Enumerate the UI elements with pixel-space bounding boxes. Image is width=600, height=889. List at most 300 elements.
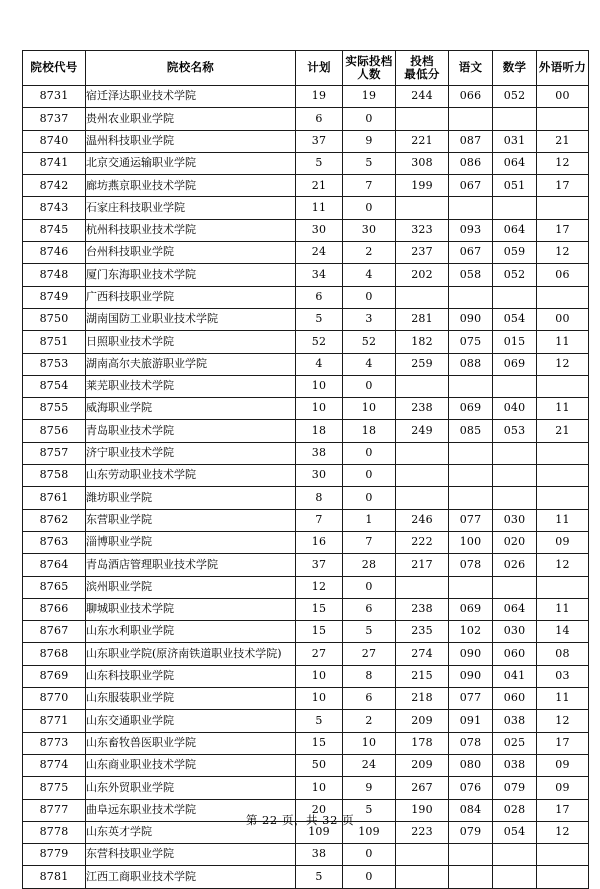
cell-math: 028 xyxy=(493,799,537,821)
cell-chinese: 085 xyxy=(449,420,493,442)
cell-actual-count: 24 xyxy=(343,754,396,776)
column-header-actual-line1: 实际投档 xyxy=(345,53,393,68)
cell-actual-count: 5 xyxy=(343,799,396,821)
cell-min-score xyxy=(396,844,449,866)
cell-english-listening: 11 xyxy=(537,598,589,620)
cell-actual-count: 5 xyxy=(343,621,396,643)
cell-school-name: 威海职业学院 xyxy=(86,398,296,420)
cell-school-code: 8768 xyxy=(23,643,86,665)
cell-school-name: 山东畜牧兽医职业学院 xyxy=(86,732,296,754)
cell-chinese: 090 xyxy=(449,308,493,330)
table-row xyxy=(23,108,589,130)
cell-chinese: 090 xyxy=(449,665,493,687)
column-header-chinese: 语文 xyxy=(449,51,493,86)
cell-plan: 24 xyxy=(296,242,343,264)
cell-school-name: 山东外贸职业学院 xyxy=(86,777,296,799)
cell-math: 052 xyxy=(493,264,537,286)
table-row xyxy=(23,152,589,174)
cell-actual-count: 0 xyxy=(343,442,396,464)
column-header-min-line2: 最低分 xyxy=(404,67,440,81)
cell-actual-count: 10 xyxy=(343,732,396,754)
table-row xyxy=(23,442,589,464)
table-row xyxy=(23,197,589,219)
cell-actual-count: 3 xyxy=(343,308,396,330)
cell-chinese: 091 xyxy=(449,710,493,732)
cell-min-score: 259 xyxy=(396,353,449,375)
cell-english-listening: 17 xyxy=(537,219,589,241)
cell-school-name: 淄博职业学院 xyxy=(86,531,296,553)
table-row xyxy=(23,264,589,286)
cell-plan: 10 xyxy=(296,375,343,397)
cell-math: 025 xyxy=(493,732,537,754)
cell-chinese xyxy=(449,866,493,888)
cell-actual-count: 30 xyxy=(343,219,396,241)
cell-chinese: 067 xyxy=(449,175,493,197)
cell-min-score: 218 xyxy=(396,688,449,710)
cell-math: 041 xyxy=(493,665,537,687)
cell-actual-count: 0 xyxy=(343,866,396,888)
cell-english-listening: 12 xyxy=(537,554,589,576)
cell-school-name: 山东商业职业技术学院 xyxy=(86,754,296,776)
cell-min-score: 190 xyxy=(396,799,449,821)
cell-chinese: 100 xyxy=(449,531,493,553)
cell-math: 069 xyxy=(493,353,537,375)
cell-actual-count: 52 xyxy=(343,331,396,353)
table-row xyxy=(23,554,589,576)
cell-min-score: 199 xyxy=(396,175,449,197)
cell-chinese: 102 xyxy=(449,621,493,643)
cell-chinese xyxy=(449,375,493,397)
cell-min-score: 249 xyxy=(396,420,449,442)
cell-chinese xyxy=(449,108,493,130)
cell-school-code: 8745 xyxy=(23,219,86,241)
cell-actual-count: 28 xyxy=(343,554,396,576)
cell-min-score: 246 xyxy=(396,509,449,531)
cell-min-score xyxy=(396,866,449,888)
cell-math: 020 xyxy=(493,531,537,553)
cell-chinese xyxy=(449,465,493,487)
table-row xyxy=(23,286,589,308)
table-row xyxy=(23,531,589,553)
cell-school-code: 8746 xyxy=(23,242,86,264)
cell-plan: 30 xyxy=(296,465,343,487)
cell-math xyxy=(493,108,537,130)
cell-school-name: 宿迁泽达职业技术学院 xyxy=(86,86,296,108)
cell-min-score: 182 xyxy=(396,331,449,353)
table-header-row xyxy=(23,51,589,86)
cell-school-code: 8761 xyxy=(23,487,86,509)
cell-school-code: 8777 xyxy=(23,799,86,821)
cell-english-listening: 21 xyxy=(537,420,589,442)
cell-min-score xyxy=(396,286,449,308)
table-row xyxy=(23,398,589,420)
cell-min-score xyxy=(396,108,449,130)
column-header-actual-count xyxy=(343,51,396,86)
cell-min-score xyxy=(396,197,449,219)
table-row xyxy=(23,175,589,197)
cell-school-code: 8774 xyxy=(23,754,86,776)
cell-school-name: 日照职业技术学院 xyxy=(86,331,296,353)
column-header-code: 院校代号 xyxy=(23,51,86,86)
cell-english-listening: 14 xyxy=(537,621,589,643)
cell-school-name: 山东英才学院 xyxy=(86,821,296,843)
cell-math xyxy=(493,487,537,509)
cell-chinese xyxy=(449,844,493,866)
cell-english-listening xyxy=(537,375,589,397)
table-header xyxy=(23,51,589,86)
cell-actual-count: 4 xyxy=(343,353,396,375)
cell-math: 031 xyxy=(493,130,537,152)
cell-english-listening xyxy=(537,866,589,888)
cell-english-listening: 12 xyxy=(537,152,589,174)
cell-plan: 21 xyxy=(296,175,343,197)
cell-min-score: 308 xyxy=(396,152,449,174)
cell-actual-count: 18 xyxy=(343,420,396,442)
cell-actual-count: 2 xyxy=(343,710,396,732)
cell-actual-count: 0 xyxy=(343,197,396,219)
cell-math: 038 xyxy=(493,754,537,776)
column-header-plan: 计划 xyxy=(296,51,343,86)
cell-plan: 5 xyxy=(296,152,343,174)
cell-english-listening: 09 xyxy=(537,777,589,799)
cell-english-listening xyxy=(537,487,589,509)
cell-school-code: 8743 xyxy=(23,197,86,219)
cell-actual-count: 0 xyxy=(343,465,396,487)
cell-school-code: 8731 xyxy=(23,86,86,108)
cell-math: 064 xyxy=(493,152,537,174)
cell-min-score: 215 xyxy=(396,665,449,687)
cell-english-listening: 12 xyxy=(537,821,589,843)
cell-actual-count: 109 xyxy=(343,821,396,843)
cell-math: 053 xyxy=(493,420,537,442)
cell-math: 054 xyxy=(493,308,537,330)
cell-math xyxy=(493,866,537,888)
footer-total-pages: 32 xyxy=(322,813,338,827)
cell-math xyxy=(493,465,537,487)
cell-actual-count: 6 xyxy=(343,598,396,620)
cell-chinese: 075 xyxy=(449,331,493,353)
table-row xyxy=(23,710,589,732)
cell-actual-count: 5 xyxy=(343,152,396,174)
cell-chinese: 069 xyxy=(449,398,493,420)
cell-min-score: 178 xyxy=(396,732,449,754)
footer-current-page: 22 xyxy=(262,813,278,827)
cell-actual-count: 0 xyxy=(343,286,396,308)
column-header-min-line1: 投档 xyxy=(410,53,434,68)
cell-school-code: 8781 xyxy=(23,866,86,888)
cell-school-code: 8763 xyxy=(23,531,86,553)
cell-math: 026 xyxy=(493,554,537,576)
column-header-math: 数学 xyxy=(493,51,537,86)
cell-school-code: 8779 xyxy=(23,844,86,866)
cell-school-name: 贵州农业职业学院 xyxy=(86,108,296,130)
cell-math: 054 xyxy=(493,821,537,843)
cell-chinese: 080 xyxy=(449,754,493,776)
cell-plan: 10 xyxy=(296,665,343,687)
cell-chinese xyxy=(449,286,493,308)
table-row xyxy=(23,621,589,643)
cell-school-name: 青岛职业技术学院 xyxy=(86,420,296,442)
cell-school-name: 曲阜远东职业技术学院 xyxy=(86,799,296,821)
cell-plan: 10 xyxy=(296,777,343,799)
cell-min-score: 202 xyxy=(396,264,449,286)
cell-min-score xyxy=(396,442,449,464)
column-header-name: 院校名称 xyxy=(86,51,296,86)
cell-school-name: 滨州职业学院 xyxy=(86,576,296,598)
cell-chinese: 077 xyxy=(449,688,493,710)
cell-school-name: 山东交通职业学院 xyxy=(86,710,296,732)
cell-school-name: 聊城职业技术学院 xyxy=(86,598,296,620)
cell-actual-count: 0 xyxy=(343,487,396,509)
cell-school-name: 湖南高尔夫旅游职业学院 xyxy=(86,353,296,375)
cell-plan: 5 xyxy=(296,866,343,888)
cell-english-listening xyxy=(537,442,589,464)
column-header-english-listening: 外语听力 xyxy=(537,51,589,86)
cell-school-name: 广西科技职业学院 xyxy=(86,286,296,308)
cell-plan: 16 xyxy=(296,531,343,553)
cell-math xyxy=(493,442,537,464)
cell-chinese xyxy=(449,197,493,219)
cell-school-name: 莱芜职业技术学院 xyxy=(86,375,296,397)
cell-plan: 109 xyxy=(296,821,343,843)
table-row xyxy=(23,688,589,710)
cell-chinese: 079 xyxy=(449,821,493,843)
table-row xyxy=(23,598,589,620)
cell-actual-count: 0 xyxy=(343,844,396,866)
cell-english-listening xyxy=(537,844,589,866)
cell-school-name: 廊坊燕京职业技术学院 xyxy=(86,175,296,197)
cell-school-name: 北京交通运输职业学院 xyxy=(86,152,296,174)
cell-chinese: 077 xyxy=(449,509,493,531)
cell-plan: 34 xyxy=(296,264,343,286)
admission-score-table xyxy=(22,50,589,889)
cell-english-listening: 03 xyxy=(537,665,589,687)
cell-chinese: 093 xyxy=(449,219,493,241)
cell-math: 015 xyxy=(493,331,537,353)
cell-school-name: 山东职业学院(原济南铁道职业技术学院) xyxy=(86,643,296,665)
cell-school-code: 8762 xyxy=(23,509,86,531)
table-row xyxy=(23,420,589,442)
cell-actual-count: 0 xyxy=(343,108,396,130)
cell-chinese: 069 xyxy=(449,598,493,620)
cell-school-code: 8755 xyxy=(23,398,86,420)
cell-english-listening xyxy=(537,197,589,219)
cell-plan: 30 xyxy=(296,219,343,241)
cell-min-score xyxy=(396,375,449,397)
cell-school-name: 江西工商职业技术学院 xyxy=(86,866,296,888)
cell-english-listening xyxy=(537,576,589,598)
cell-min-score: 221 xyxy=(396,130,449,152)
cell-school-name: 山东劳动职业技术学院 xyxy=(86,465,296,487)
cell-plan: 6 xyxy=(296,286,343,308)
cell-min-score: 267 xyxy=(396,777,449,799)
cell-plan: 10 xyxy=(296,398,343,420)
cell-actual-count: 7 xyxy=(343,531,396,553)
cell-school-code: 8766 xyxy=(23,598,86,620)
cell-plan: 38 xyxy=(296,442,343,464)
cell-plan: 20 xyxy=(296,799,343,821)
cell-school-name: 山东科技职业学院 xyxy=(86,665,296,687)
cell-math: 052 xyxy=(493,86,537,108)
cell-plan: 19 xyxy=(296,86,343,108)
cell-min-score: 281 xyxy=(396,308,449,330)
table-row xyxy=(23,487,589,509)
cell-actual-count: 2 xyxy=(343,242,396,264)
cell-plan: 8 xyxy=(296,487,343,509)
cell-min-score: 237 xyxy=(396,242,449,264)
cell-school-code: 8742 xyxy=(23,175,86,197)
cell-chinese xyxy=(449,442,493,464)
cell-school-code: 8773 xyxy=(23,732,86,754)
cell-math: 038 xyxy=(493,710,537,732)
cell-school-code: 8764 xyxy=(23,554,86,576)
cell-school-code: 8753 xyxy=(23,353,86,375)
table-row xyxy=(23,754,589,776)
cell-min-score: 223 xyxy=(396,821,449,843)
cell-math xyxy=(493,286,537,308)
cell-actual-count: 9 xyxy=(343,777,396,799)
cell-school-code: 8748 xyxy=(23,264,86,286)
cell-math: 079 xyxy=(493,777,537,799)
cell-actual-count: 19 xyxy=(343,86,396,108)
cell-plan: 27 xyxy=(296,643,343,665)
table-row xyxy=(23,576,589,598)
cell-school-name: 湖南国防工业职业技术学院 xyxy=(86,308,296,330)
cell-plan: 18 xyxy=(296,420,343,442)
cell-min-score: 209 xyxy=(396,710,449,732)
cell-school-code: 8771 xyxy=(23,710,86,732)
cell-plan: 52 xyxy=(296,331,343,353)
cell-english-listening: 12 xyxy=(537,353,589,375)
cell-english-listening: 17 xyxy=(537,175,589,197)
cell-english-listening: 11 xyxy=(537,331,589,353)
table-row xyxy=(23,308,589,330)
cell-chinese: 088 xyxy=(449,353,493,375)
cell-english-listening: 11 xyxy=(537,688,589,710)
cell-school-name: 温州科技职业学院 xyxy=(86,130,296,152)
cell-actual-count: 27 xyxy=(343,643,396,665)
cell-school-code: 8757 xyxy=(23,442,86,464)
cell-school-name: 青岛酒店管理职业技术学院 xyxy=(86,554,296,576)
table-row xyxy=(23,866,589,888)
cell-english-listening: 12 xyxy=(537,710,589,732)
cell-plan: 6 xyxy=(296,108,343,130)
cell-english-listening: 09 xyxy=(537,531,589,553)
cell-math: 060 xyxy=(493,688,537,710)
cell-math: 030 xyxy=(493,509,537,531)
cell-chinese: 058 xyxy=(449,264,493,286)
cell-school-name: 山东服装职业学院 xyxy=(86,688,296,710)
cell-school-name: 潍坊职业学院 xyxy=(86,487,296,509)
cell-school-code: 8775 xyxy=(23,777,86,799)
cell-plan: 37 xyxy=(296,554,343,576)
cell-chinese: 078 xyxy=(449,554,493,576)
cell-school-name: 石家庄科技职业学院 xyxy=(86,197,296,219)
table-row xyxy=(23,375,589,397)
cell-english-listening: 00 xyxy=(537,308,589,330)
cell-school-code: 8765 xyxy=(23,576,86,598)
cell-english-listening: 12 xyxy=(537,242,589,264)
cell-plan: 5 xyxy=(296,710,343,732)
cell-school-name: 台州科技职业学院 xyxy=(86,242,296,264)
cell-school-code: 8751 xyxy=(23,331,86,353)
cell-math xyxy=(493,576,537,598)
cell-chinese xyxy=(449,487,493,509)
cell-school-name: 济宁职业技术学院 xyxy=(86,442,296,464)
cell-school-code: 8749 xyxy=(23,286,86,308)
table-row xyxy=(23,242,589,264)
cell-math: 040 xyxy=(493,398,537,420)
footer-prefix: 第 xyxy=(245,813,258,827)
table-row xyxy=(23,643,589,665)
cell-actual-count: 0 xyxy=(343,375,396,397)
cell-chinese: 087 xyxy=(449,130,493,152)
page-footer xyxy=(0,812,600,828)
cell-english-listening: 11 xyxy=(537,509,589,531)
table-row xyxy=(23,844,589,866)
cell-plan: 11 xyxy=(296,197,343,219)
cell-plan: 15 xyxy=(296,621,343,643)
cell-english-listening: 11 xyxy=(537,398,589,420)
cell-school-code: 8770 xyxy=(23,688,86,710)
cell-plan: 7 xyxy=(296,509,343,531)
cell-english-listening: 09 xyxy=(537,754,589,776)
cell-min-score xyxy=(396,465,449,487)
cell-chinese: 090 xyxy=(449,643,493,665)
cell-plan: 15 xyxy=(296,598,343,620)
cell-math: 064 xyxy=(493,598,537,620)
cell-math: 059 xyxy=(493,242,537,264)
cell-math: 064 xyxy=(493,219,537,241)
table-row xyxy=(23,130,589,152)
cell-plan: 12 xyxy=(296,576,343,598)
footer-middle: 页，共 xyxy=(282,813,318,827)
table-row xyxy=(23,353,589,375)
cell-min-score: 222 xyxy=(396,531,449,553)
cell-math xyxy=(493,375,537,397)
cell-plan: 15 xyxy=(296,732,343,754)
cell-english-listening: 08 xyxy=(537,643,589,665)
cell-school-code: 8750 xyxy=(23,308,86,330)
cell-english-listening xyxy=(537,465,589,487)
cell-actual-count: 1 xyxy=(343,509,396,531)
cell-min-score xyxy=(396,576,449,598)
table-row xyxy=(23,331,589,353)
cell-school-code: 8758 xyxy=(23,465,86,487)
cell-math xyxy=(493,844,537,866)
column-header-actual-line2: 人数 xyxy=(357,67,381,81)
cell-chinese: 086 xyxy=(449,152,493,174)
table-row xyxy=(23,219,589,241)
cell-school-name: 东营职业学院 xyxy=(86,509,296,531)
cell-actual-count: 4 xyxy=(343,264,396,286)
column-header-min-score xyxy=(396,51,449,86)
table-row xyxy=(23,86,589,108)
cell-min-score: 244 xyxy=(396,86,449,108)
cell-school-code: 8741 xyxy=(23,152,86,174)
cell-actual-count: 10 xyxy=(343,398,396,420)
cell-english-listening: 17 xyxy=(537,732,589,754)
cell-english-listening: 21 xyxy=(537,130,589,152)
cell-school-code: 8767 xyxy=(23,621,86,643)
cell-chinese: 067 xyxy=(449,242,493,264)
footer-suffix: 页 xyxy=(342,813,355,827)
cell-english-listening: 17 xyxy=(537,799,589,821)
cell-school-code: 8756 xyxy=(23,420,86,442)
cell-actual-count: 8 xyxy=(343,665,396,687)
cell-school-name: 厦门东海职业技术学院 xyxy=(86,264,296,286)
cell-school-name: 山东水利职业学院 xyxy=(86,621,296,643)
